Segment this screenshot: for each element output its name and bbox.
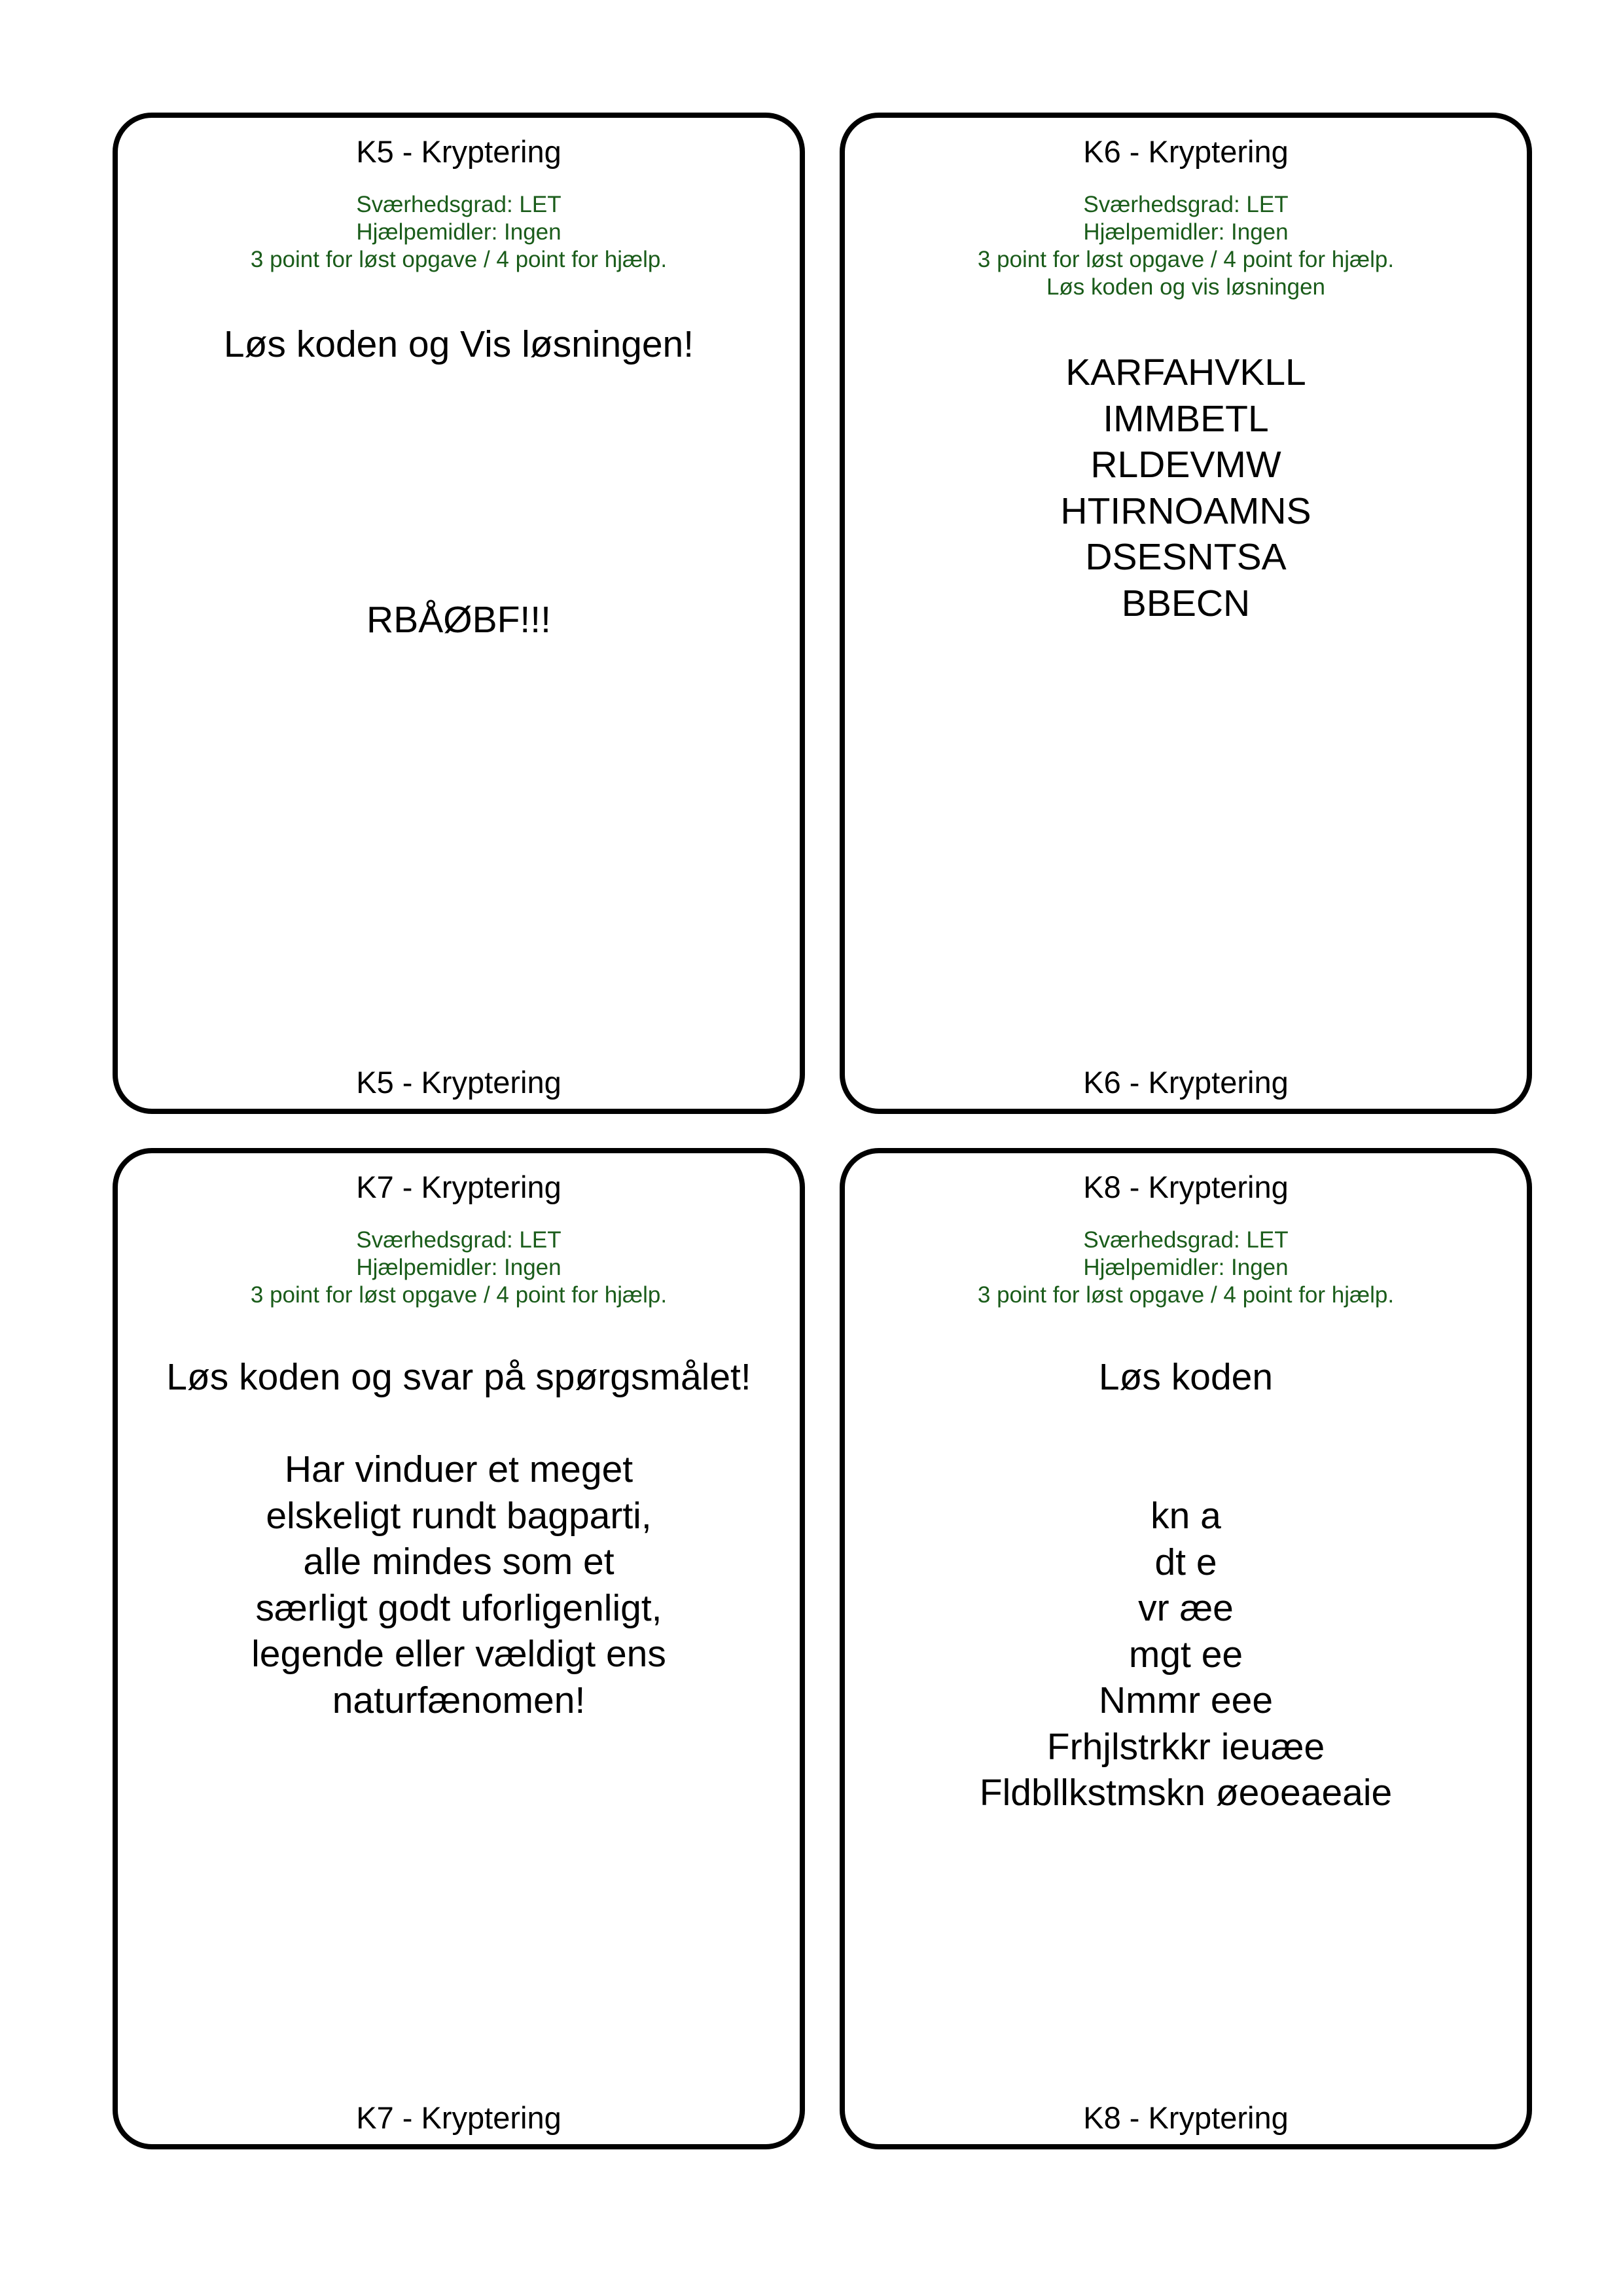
code-line: KARFAHVKLL [1065,351,1306,393]
question-block [118,1446,800,1723]
code-line: Nmmr eee [1098,1679,1274,1721]
instruction-text: Løs koden [1098,1356,1274,1398]
code-block [845,1493,1527,1816]
card-footer: K7 - Kryptering [356,2100,562,2135]
card-meta [118,191,800,274]
card-footer: K6 - Kryptering [1083,1065,1289,1100]
question-line: særligt godt uforligenligt, [255,1587,662,1629]
instruction-text: Løs koden og svar på spørgsmålet! [166,1356,751,1398]
aids-text: Hjælpemidler: Ingen [1083,1255,1289,1280]
difficulty-text: Sværhedsgrad: LET [356,1227,562,1253]
question-line: Har vinduer et meget [284,1448,633,1490]
card-k5 [113,113,805,1114]
difficulty-text: Sværhedsgrad: LET [1083,192,1289,217]
code-line: mgt ee [1128,1633,1243,1676]
difficulty-text: Sværhedsgrad: LET [356,192,562,217]
difficulty-text: Sværhedsgrad: LET [1083,1227,1289,1253]
question-line: elskeligt rundt bagparti, [266,1494,652,1537]
card-title: K6 - Kryptering [1083,134,1289,169]
code-line: IMMBETL [1103,397,1269,440]
points-text: 3 point for løst opgave / 4 point for hjælp. [977,247,1395,272]
card-meta [118,1227,800,1309]
card-meta [845,1227,1527,1309]
question-line: alle mindes som et [303,1541,615,1583]
code-line: Fldbllkstmskn øeoeaeaie [979,1772,1393,1814]
code-text: RBÅØBF!!! [366,599,551,641]
code-line: dt e [1154,1541,1217,1583]
card-footer: K5 - Kryptering [356,1065,562,1100]
points-text: 3 point for løst opgave / 4 point for hjælp. [250,247,668,272]
aids-text: Hjælpemidler: Ingen [1083,219,1289,245]
extra-instruction-text: Løs koden og vis løsningen [1046,274,1326,300]
question-line: legende eller vældigt ens [251,1633,666,1675]
code-line: vr æe [1138,1587,1234,1629]
card-title: K7 - Kryptering [356,1170,562,1204]
code-line: DSESNTSA [1085,536,1287,578]
question-line: naturfænomen! [332,1679,586,1721]
instruction-text: Løs koden og Vis løsningen! [223,323,694,365]
code-line: RLDEVMW [1090,444,1281,486]
aids-text: Hjælpemidler: Ingen [356,1255,562,1280]
code-line: Frhjlstrkkr ieuæe [1046,1725,1325,1768]
card-meta [845,191,1527,301]
code-block [845,350,1527,626]
code-line: BBECN [1121,582,1251,624]
points-text: 3 point for løst opgave / 4 point for hjælp. [250,1282,668,1308]
card-title: K5 - Kryptering [356,134,562,169]
code-line: kn a [1150,1495,1221,1537]
aids-text: Hjælpemidler: Ingen [356,219,562,245]
card-title: K8 - Kryptering [1083,1170,1289,1204]
card-k6 [840,113,1532,1114]
card-footer: K8 - Kryptering [1083,2100,1289,2135]
card-k8 [840,1148,1532,2149]
card-k7 [113,1148,805,2149]
code-line: HTIRNOAMNS [1060,490,1311,532]
points-text: 3 point for løst opgave / 4 point for hjælp. [977,1282,1395,1308]
